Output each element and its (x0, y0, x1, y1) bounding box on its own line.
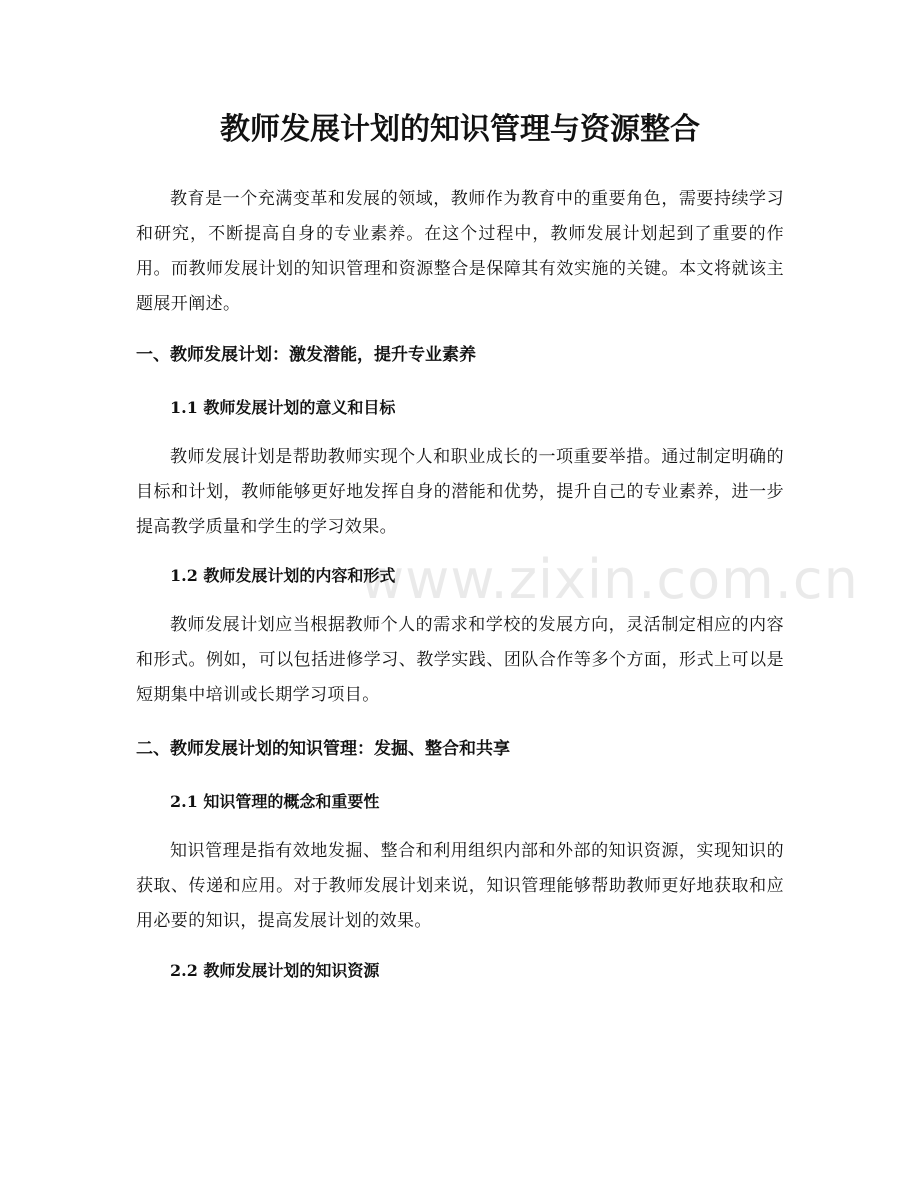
subsection-2-1-paragraph: 知识管理是指有效地发掘、整合和利用组织内部和外部的知识资源，实现知识的获取、传递和应用。对于教师发展计划来说，知识管理能够帮助教师更好地获取和应用必要的知识，提高发展计划的效果。 (136, 841, 784, 931)
document-title: 教师发展计划的知识管理与资源整合 (220, 112, 700, 147)
subsection-1-1-heading: 1.1 教师发展计划的意义和目标 (170, 398, 396, 417)
subsection-1-2-heading: 1.2 教师发展计划的内容和形式 (170, 566, 396, 585)
section-2-heading: 二、教师发展计划的知识管理：发掘、整合和共享 (136, 739, 510, 759)
subsection-2-1-heading: 2.1 知识管理的概念和重要性 (170, 792, 380, 811)
watermark: www.zixin.com.cn (360, 548, 859, 611)
subsection-2-2-heading: 2.2 教师发展计划的知识资源 (170, 961, 380, 980)
subsection-1-2-paragraph: 教师发展计划应当根据教师个人的需求和学校的发展方向，灵活制定相应的内容和形式。例如，可以包括进修学习、教学实践、团队合作等多个方面，形式上可以是短期集中培训或长期学习项目。 (136, 615, 784, 705)
intro-paragraph: 教育是一个充满变革和发展的领域，教师作为教育中的重要角色，需要持续学习和研究，不断提高自身的专业素养。在这个过程中，教师发展计划起到了重要的作用。而教师发展计划的知识管理和资源整合是保障其有效实施的关键。本文将就该主题展开阐述。 (136, 189, 784, 314)
subsection-1-1-paragraph: 教师发展计划是帮助教师实现个人和职业成长的一项重要举措。通过制定明确的目标和计划，教师能够更好地发挥自身的潜能和优势，提升自己的专业素养，进一步提高教学质量和学生的学习效果。 (136, 447, 784, 537)
section-1-heading: 一、教师发展计划：激发潜能，提升专业素养 (136, 345, 476, 365)
